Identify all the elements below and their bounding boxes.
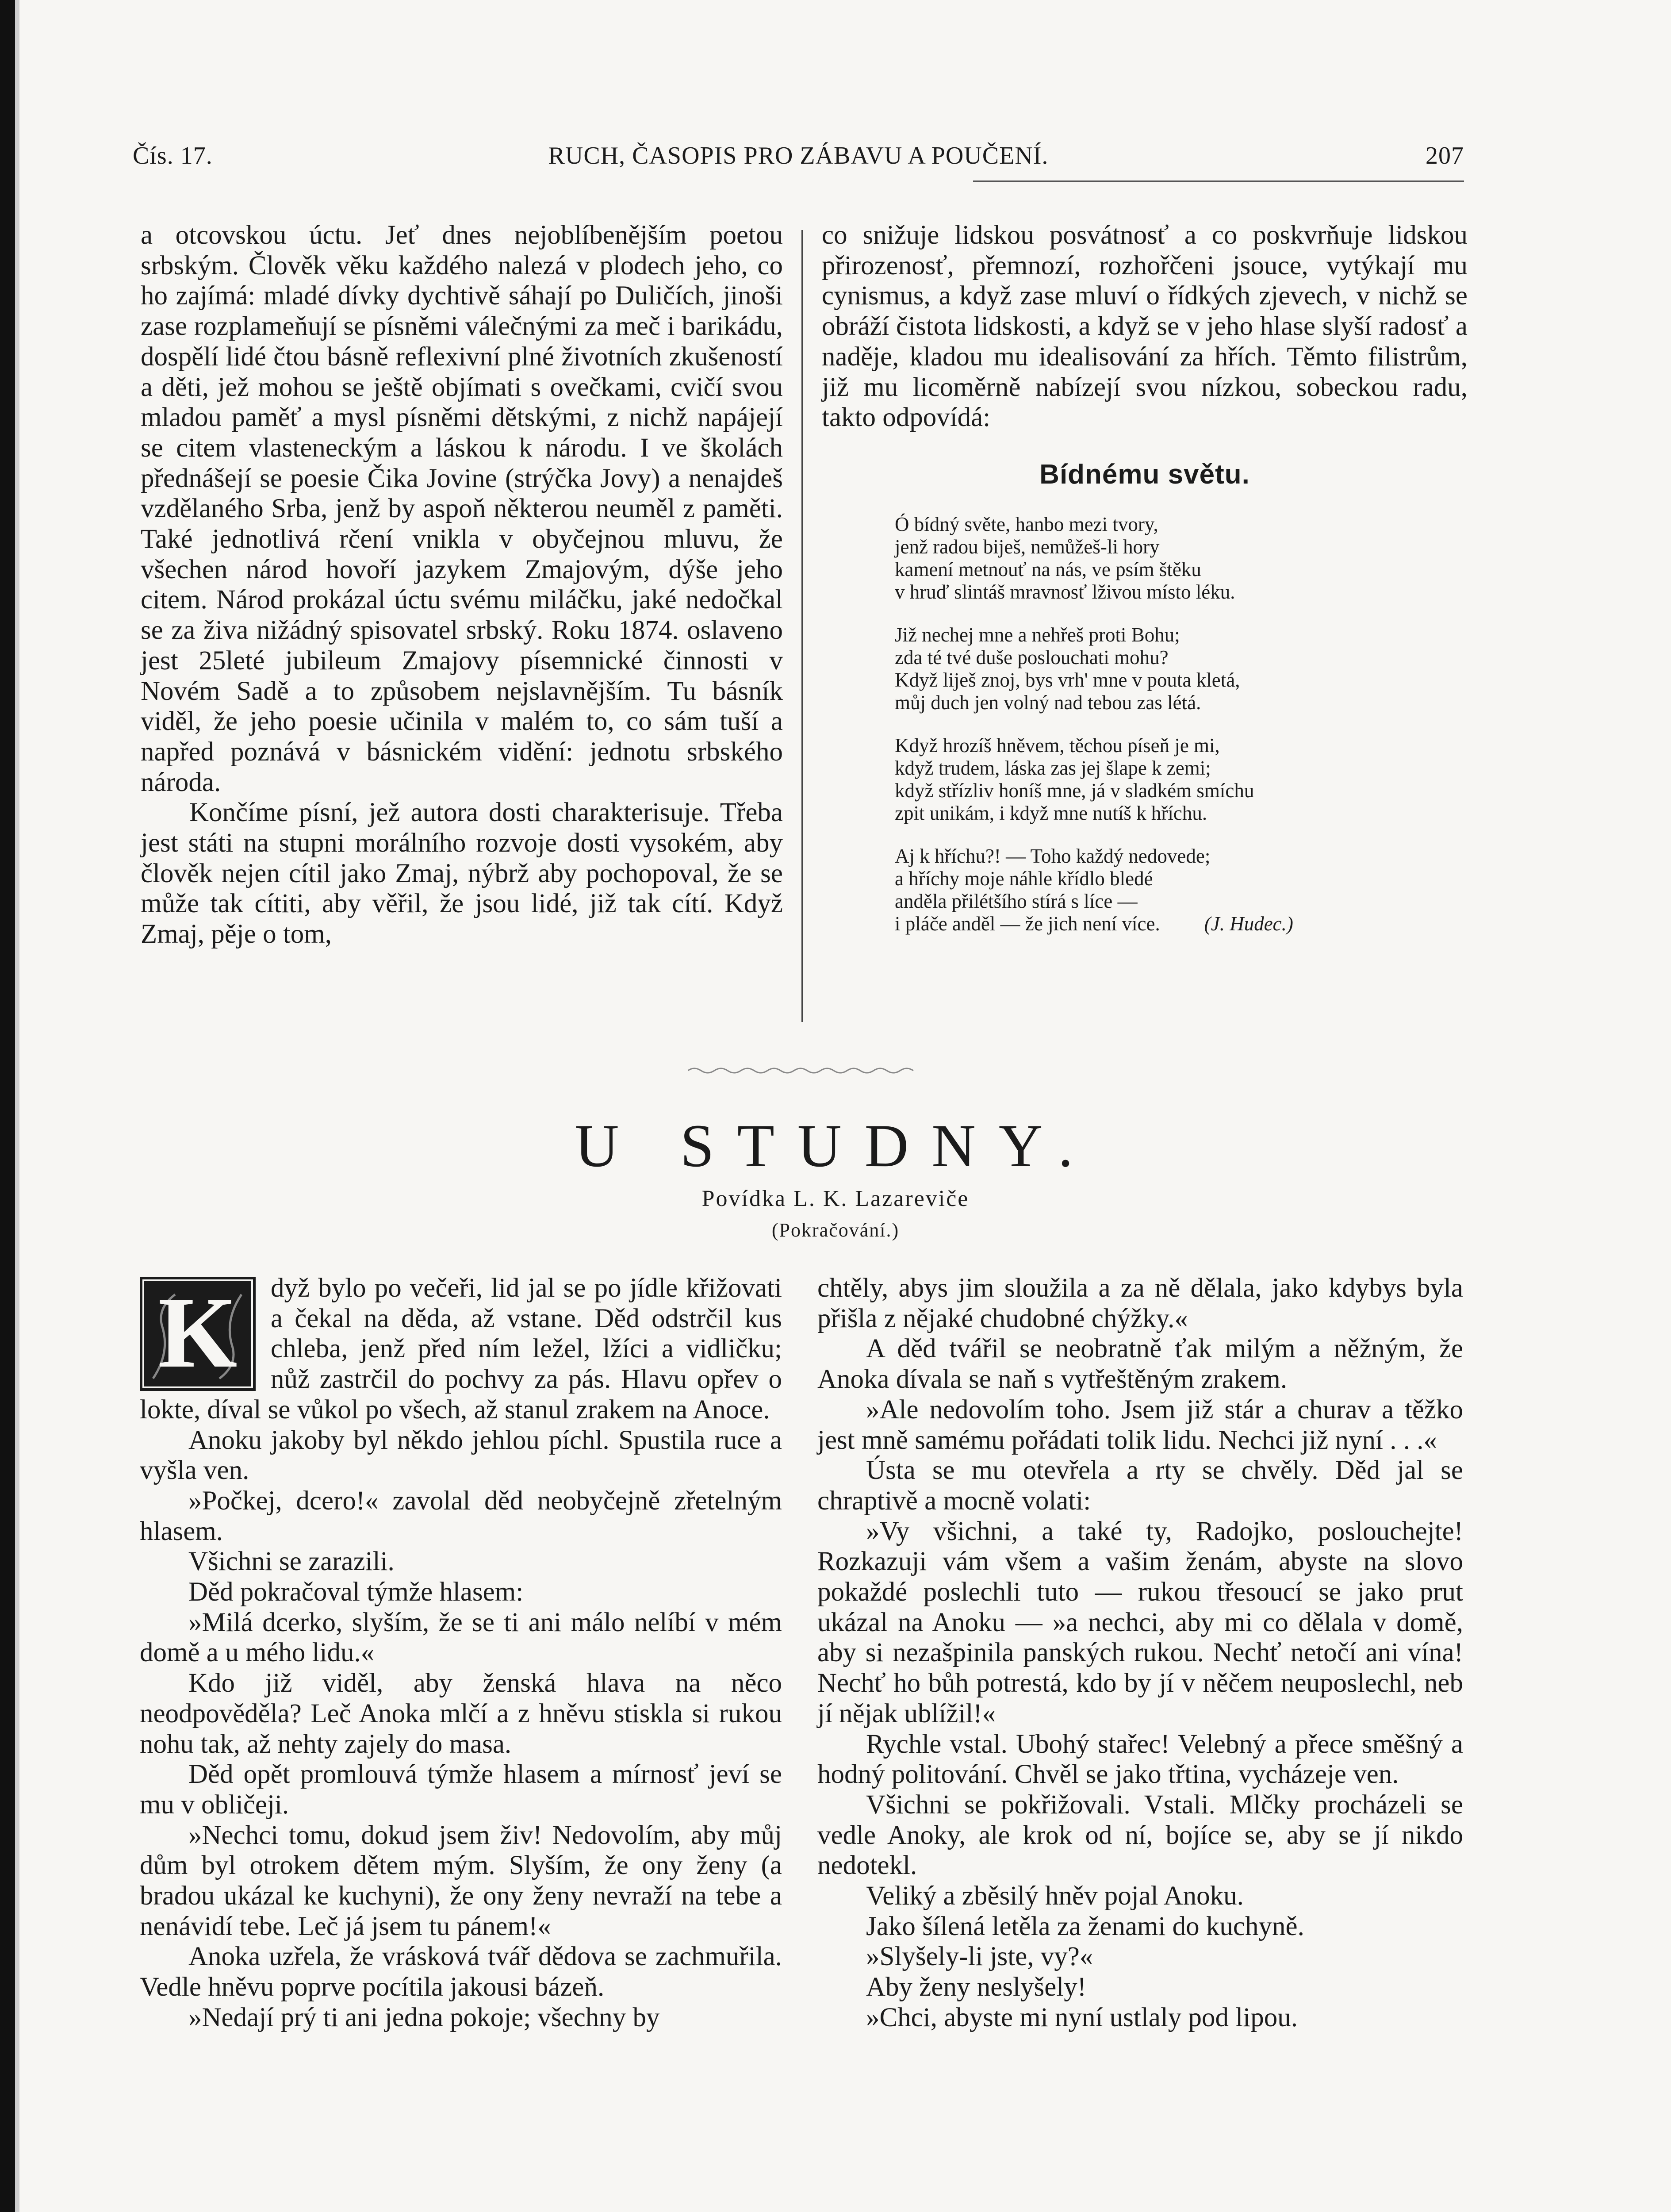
- story-right-column: [817, 1273, 1463, 2033]
- poem-author: (J. Hudec.): [1204, 912, 1293, 935]
- poem-stanza: [895, 624, 1468, 714]
- story-paragraph: Jako šílená letěla za ženami do kuchyně.: [866, 1911, 1304, 1941]
- poem-line: Když liješ znoj, bys vrh' mne v pouta kletá,: [895, 668, 1240, 691]
- scan-edge-shadow: [15, 0, 19, 2212]
- story-paragraph: »Slyšely-li jste, vy?«: [866, 1942, 1093, 1972]
- story-paragraph: »Počkej, dcero!« zavolal děd neobyčejně zřetelným hlasem.: [140, 1486, 782, 1546]
- story-paragraph: Veliký a zběsilý hněv pojal Anoku.: [866, 1881, 1244, 1911]
- poem-line: když trudem, láska zas jej šlape k zemi;: [895, 757, 1211, 779]
- story-paragraph: »Nedají prý ti ani jedna pokoje; všechny by: [188, 2002, 660, 2032]
- story-paragraph: »Milá dcerko, slyším, že se ti ani málo nelíbí v mém domě a u mého lidu.«: [140, 1607, 782, 1668]
- issue-number: Čís. 17.: [133, 142, 213, 169]
- article-paragraph: co snižuje lidskou posvátnosť a co poskvrňuje lidskou přirozenosť, přemnozí, rozhořčeni jsouce, vytýkají mu cynismus, a když zase mluví o řídkých zjevech, v nichž se obráží čistota lidskosti, a když se v jeho hlase slyší radosť a naděje, kladou mu idealisování za hřích. Těmto filistrům, již mu licoměrně nabízejí svou nízkou, sobeckou radu, takto odpovídá:: [822, 220, 1468, 433]
- poem-line: kamení metnouť na nás, ve psím štěku: [895, 558, 1201, 580]
- story-paragraph: A děd tvářil se neobratně ťak milým a něžným, že Anoka dívala se naň s vytřeštěným zrakem.: [817, 1334, 1463, 1394]
- story-subtitle: Povídka L. K. Lazareviče: [701, 1186, 970, 1211]
- poem-line: anděla přilétšího stírá s líce —: [895, 890, 1138, 912]
- column-divider: [801, 230, 803, 1022]
- story-paragraph: Anoku jakoby byl někdo jehlou píchl. Spustila ruce a vyšla ven.: [140, 1425, 782, 1486]
- drop-cap-letter: K: [158, 1276, 238, 1389]
- story-paragraph: Všichni se zarazili.: [188, 1547, 395, 1577]
- poem-line: jenž radou biješ, nemůžeš-li hory: [895, 535, 1160, 558]
- scan-edge: [0, 0, 15, 2212]
- poem-line: [895, 913, 1468, 935]
- story-paragraph: Kdo již viděl, aby ženská hlava na něco neodpověděla? Leč Anoka mlčí a z hněvu stiskla si rukou nohu tak, až nehty zajely do masa.: [140, 1668, 782, 1759]
- poem-line: když střízliv honíš mne, já v sladkém smíchu: [895, 779, 1254, 802]
- poem-stanza: [895, 845, 1468, 935]
- poem-line: v hruď slintáš mravnosť lživou místo léku.: [895, 580, 1235, 603]
- poem-line: a hříchy moje náhle křídlo bledé: [895, 867, 1153, 890]
- story-title: U STUDNY.: [575, 1112, 1096, 1179]
- story-first-paragraph: [140, 1273, 782, 1425]
- poem-line: zpit unikám, i když mne nutíš k hříchu.: [895, 802, 1207, 824]
- story-paragraph: Rychle vstal. Ubohý stařec! Velebný a přece směšný a hodný politování. Chvěl se jako třtina, vycházeje ven.: [817, 1729, 1463, 1790]
- page-number: 207: [1426, 142, 1464, 169]
- poem-line: Aj k hříchu?! — Toho každý nedovede;: [895, 845, 1211, 867]
- running-header: [133, 137, 1464, 177]
- poem-stanza: [895, 734, 1468, 825]
- story-paragraph: Ústa se mu otevřela a rty se chvěly. Děd jal se chraptivě a mocně volati:: [817, 1455, 1463, 1516]
- story-paragraph: »Chci, abyste mi nyní ustlaly pod lipou.: [866, 2002, 1298, 2032]
- poem-line: Když hrozíš hněvem, těchou píseň je mi,: [895, 734, 1220, 757]
- poem-line: zda té tvé duše poslouchati mohu?: [895, 646, 1169, 668]
- story-continuation-note: (Pokračování.): [771, 1219, 900, 1241]
- story-paragraph: »Nechci tomu, dokud jsem živ! Nedovolím, aby můj dům byl otrokem dětem mým. Slyším, že ony ženy (a bradou ukázal ke kuchyni), že ony ženy nevraží na tebe a nenávidí tebe. Leč já jsem tu pánem!«: [140, 1820, 782, 1941]
- story-paragraph: Aby ženy neslyšely!: [866, 1972, 1087, 2002]
- article-paragraph: a otcovskou úctu. Jeť dnes nejoblíbenějším poetou srbským. Člověk věku každého nalezá v plodech jeho, co ho zajímá: mladé dívky dychtivě sáhají po Duličích, jinoši zase rozplameňují se písněmi válečnými za meč i barikádu, dospělí lidé čtou básně reflexivní plné životních zkušeností a děti, jež mohou se ještě objímati s ovečkami, cvičí svou mladou paměť a mysl písněmi dětskými, z nichž napájejí se citem vlasteneckým a láskou k národu. I ve školách přednášejí se poesie Čika Jovine (strýčka Jovy) a nenajdeš vzdělaného Srba, jenž by aspoň některou neuměl z paměti. Také jednotlivá rčení vnikla v obyčejnou mluvu, že všechen národ hovoří jazykem Zmajovým, dýše jeho citem. Národ prokázal úctu svému miláčku, jaké nedočkal se za živa nižádný spisovatel srbský. Roku 1874. oslaveno jest 25leté jubileum Zmajovy písemnické činnosti v Novém Sadě a to způsobem nejslavnějším. Tu básník viděl, že jeho poesie učinila v malém to, co sám tuší a napřed poznává v básnickém vidění: jednotu srbského národa.: [141, 220, 783, 797]
- journal-title: RUCH, ČASOPIS PRO ZÁBAVU A POUČENÍ.: [548, 142, 1049, 169]
- story-paragraph: Anoka uzřela, že vrásková tvář dědova se zachmuřila. Vedle hněvu poprve pocítila jakousi bázeň.: [140, 1942, 782, 2002]
- poem-line: Ó bídný světe, hanbo mezi tvory,: [895, 513, 1158, 535]
- section-ornament: [688, 1064, 918, 1077]
- story-paragraph: chtěly, abys jim sloužila a za ně dělala, jako kdybys byla přišla z nějaké chudobné chýžky.«: [817, 1273, 1463, 1333]
- drop-cap-ornament: [140, 1277, 256, 1391]
- article-right-column: [822, 220, 1468, 956]
- story-paragraph: Všichni se pokřižovali. Vstali. Mlčky procházeli se vedle Anoky, ale krok od ní, bojíce se, aby se jí nikdo nedotekl.: [817, 1790, 1463, 1881]
- poem-title: Bídnému světu.: [1039, 459, 1250, 490]
- article-paragraph: Končíme písní, jež autora dosti charakterisuje. Třeba jest státi na stupni morálního rozvoje dosti vysokém, aby člověk nejen cítil jako Zmaj, nýbrž aby pochopoval, že se může tak cítiti, aby věřil, že jsou lidé, již tak cítí. Když Zmaj, pěje o tom,: [141, 798, 783, 949]
- story-paragraph: Děd pokračoval týmže hlasem:: [188, 1577, 524, 1607]
- story-paragraph: »Vy všichni, a také ty, Radojko, poslouchejte! Rozkazuji vám všem a vašim ženám, abyste na slovo pokaždé poslechli tuto — rukou třesoucí se jako prut ukázal na Anoku — »a nechci, aby mi co dělala v domě, aby si nezašpinila panských rukou. Nechť netočí ani vína! Nechť ho bůh potrestá, kdo by jí v něčem neuposlechl, neb jí nějak ublížil!«: [817, 1516, 1463, 1728]
- poem-line: můj duch jen volný nad tebou zas létá.: [895, 691, 1201, 714]
- story-left-column: [140, 1273, 782, 2033]
- poem-line: Již nechej mne a nehřeš proti Bohu;: [895, 623, 1180, 646]
- story-paragraph: Děd opět promlouvá týmže hlasem a mírnosť jeví se mu v obličeji.: [140, 1759, 782, 1820]
- article-left-column: [141, 220, 783, 950]
- poem-line-text: i pláče anděl — že jich není více.: [895, 912, 1160, 935]
- poem-stanza: [895, 513, 1468, 603]
- story-paragraph-text: dyž bylo po večeři, lid jal se po jídle křižovati a čekal na děda, až vstane. Děd odstrčil kus chleba, jenž před ním ležel, lžíci a vidličku; nůž zastrčil do pochvy za pás. Hlavu opřev o lokte, díval se vůkol po všech, až stanul zrakem na Anoce.: [140, 1273, 782, 1425]
- header-rule: [973, 180, 1464, 182]
- story-paragraph: »Ale nedovolím toho. Jsem již stár a churav a těžko jest mně samému pořádati tolik lidu. Nechci již nyní . . .«: [817, 1394, 1463, 1455]
